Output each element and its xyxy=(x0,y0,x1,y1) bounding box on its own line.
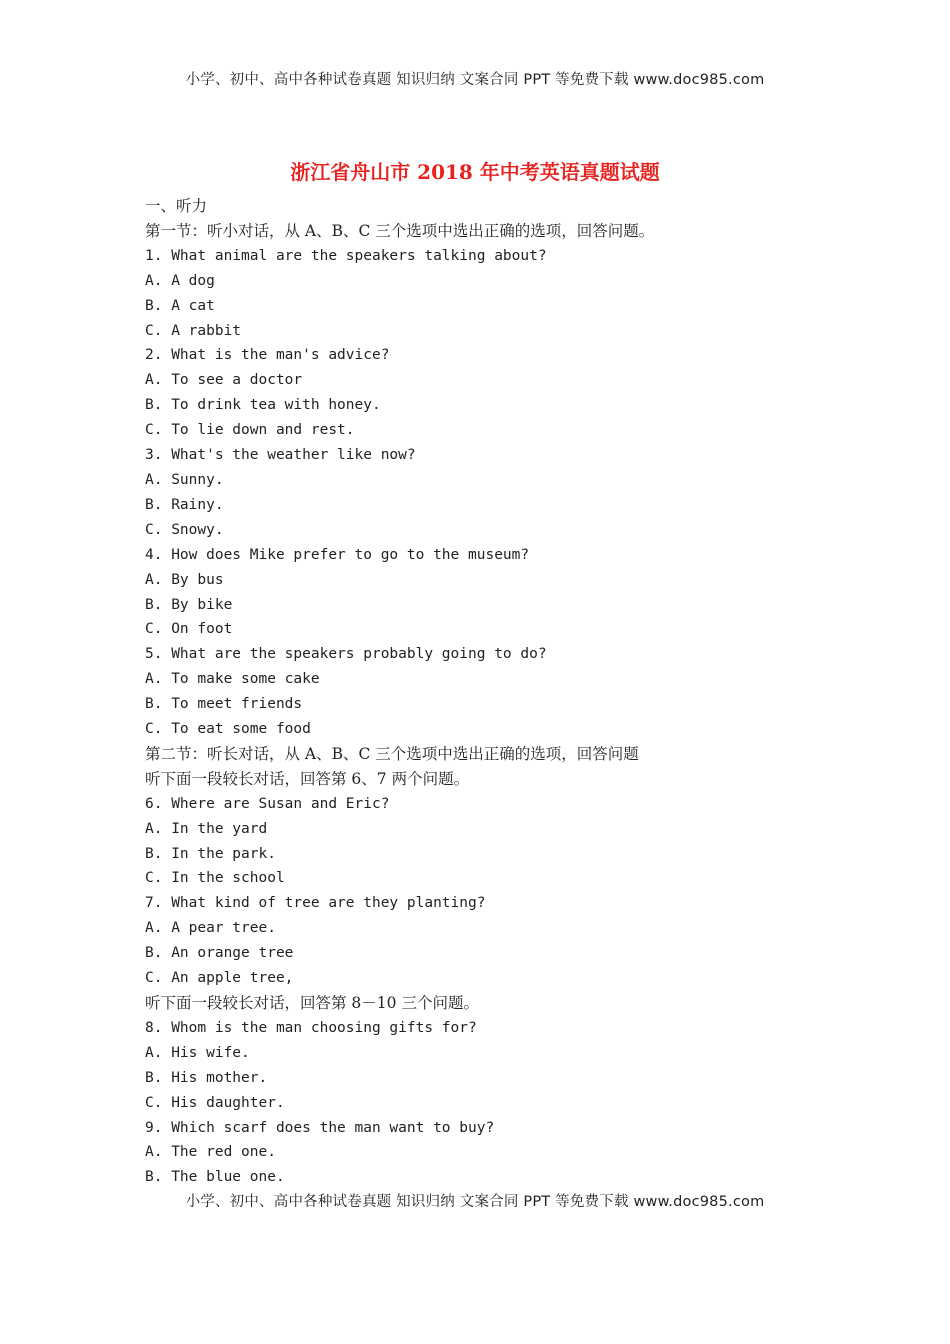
option: B. To drink tea with honey. xyxy=(145,397,381,414)
question: 1. What animal are the speakers talking about? xyxy=(145,247,547,264)
section-instruction: 第一节：听小对话，从 A、B、C 三个选项中选出正确的选项，回答问题。 xyxy=(145,221,655,240)
option: A. To see a doctor xyxy=(145,372,303,389)
option: C. To eat some food xyxy=(145,721,311,738)
option: C. A rabbit xyxy=(145,322,242,339)
question: 6. Where are Susan and Eric? xyxy=(145,795,390,812)
document-title: 浙江省舟山市 2018 年中考英语真题试题 xyxy=(290,160,660,184)
option: B. His mother. xyxy=(145,1069,268,1086)
option: C. An apple tree, xyxy=(145,970,294,987)
option: A. Sunny. xyxy=(145,471,224,488)
question: 3. What's the weather like now? xyxy=(145,447,416,464)
option: A. In the yard xyxy=(145,820,268,837)
section-instruction: 听下面一段较长对话，回答第 8－10 三个问题。 xyxy=(145,994,479,1012)
question: 2. What is the man's advice? xyxy=(145,347,390,364)
section-heading: 一、听力 xyxy=(145,197,208,215)
option: A. The red one. xyxy=(145,1144,276,1161)
question: 4. How does Mike prefer to go to the museum? xyxy=(145,546,530,563)
page-footer: 小学、初中、高中各种试卷真题 知识归纳 文案合同 PPT 等免费下载 www.doc985.com xyxy=(185,1194,765,1210)
question: 8. Whom is the man choosing gifts for? xyxy=(145,1019,477,1036)
page-header: 小学、初中、高中各种试卷真题 知识归纳 文案合同 PPT 等免费下载 www.doc985.com xyxy=(185,72,765,88)
question: 9. Which scarf does the man want to buy? xyxy=(145,1119,495,1136)
question: 5. What are the speakers probably going to do? xyxy=(145,646,547,663)
option: B. The blue one. xyxy=(145,1169,285,1186)
option: B. To meet friends xyxy=(145,696,303,713)
question: 7. What kind of tree are they planting? xyxy=(145,895,486,912)
option: B. By bike xyxy=(145,596,233,613)
option: B. Rainy. xyxy=(145,496,224,513)
section-instruction: 第二节：听长对话，从 A、B、C 三个选项中选出正确的选项，回答问题 xyxy=(145,744,639,763)
option: B. In the park. xyxy=(145,845,276,862)
option: C. On foot xyxy=(145,621,233,638)
option: A. To make some cake xyxy=(145,671,320,688)
option: A. A dog xyxy=(145,272,215,289)
option: B. A cat xyxy=(145,297,215,314)
option: C. To lie down and rest. xyxy=(145,422,355,439)
option: C. His daughter. xyxy=(145,1094,285,1111)
option: B. An orange tree xyxy=(145,945,294,962)
document-body xyxy=(145,194,845,1190)
option: A. A pear tree. xyxy=(145,920,276,937)
section-instruction: 听下面一段较长对话，回答第 6、7 两个问题。 xyxy=(145,769,470,788)
option: C. Snowy. xyxy=(145,521,224,538)
option: A. By bus xyxy=(145,571,224,588)
option: A. His wife. xyxy=(145,1044,250,1061)
option: C. In the school xyxy=(145,870,285,887)
